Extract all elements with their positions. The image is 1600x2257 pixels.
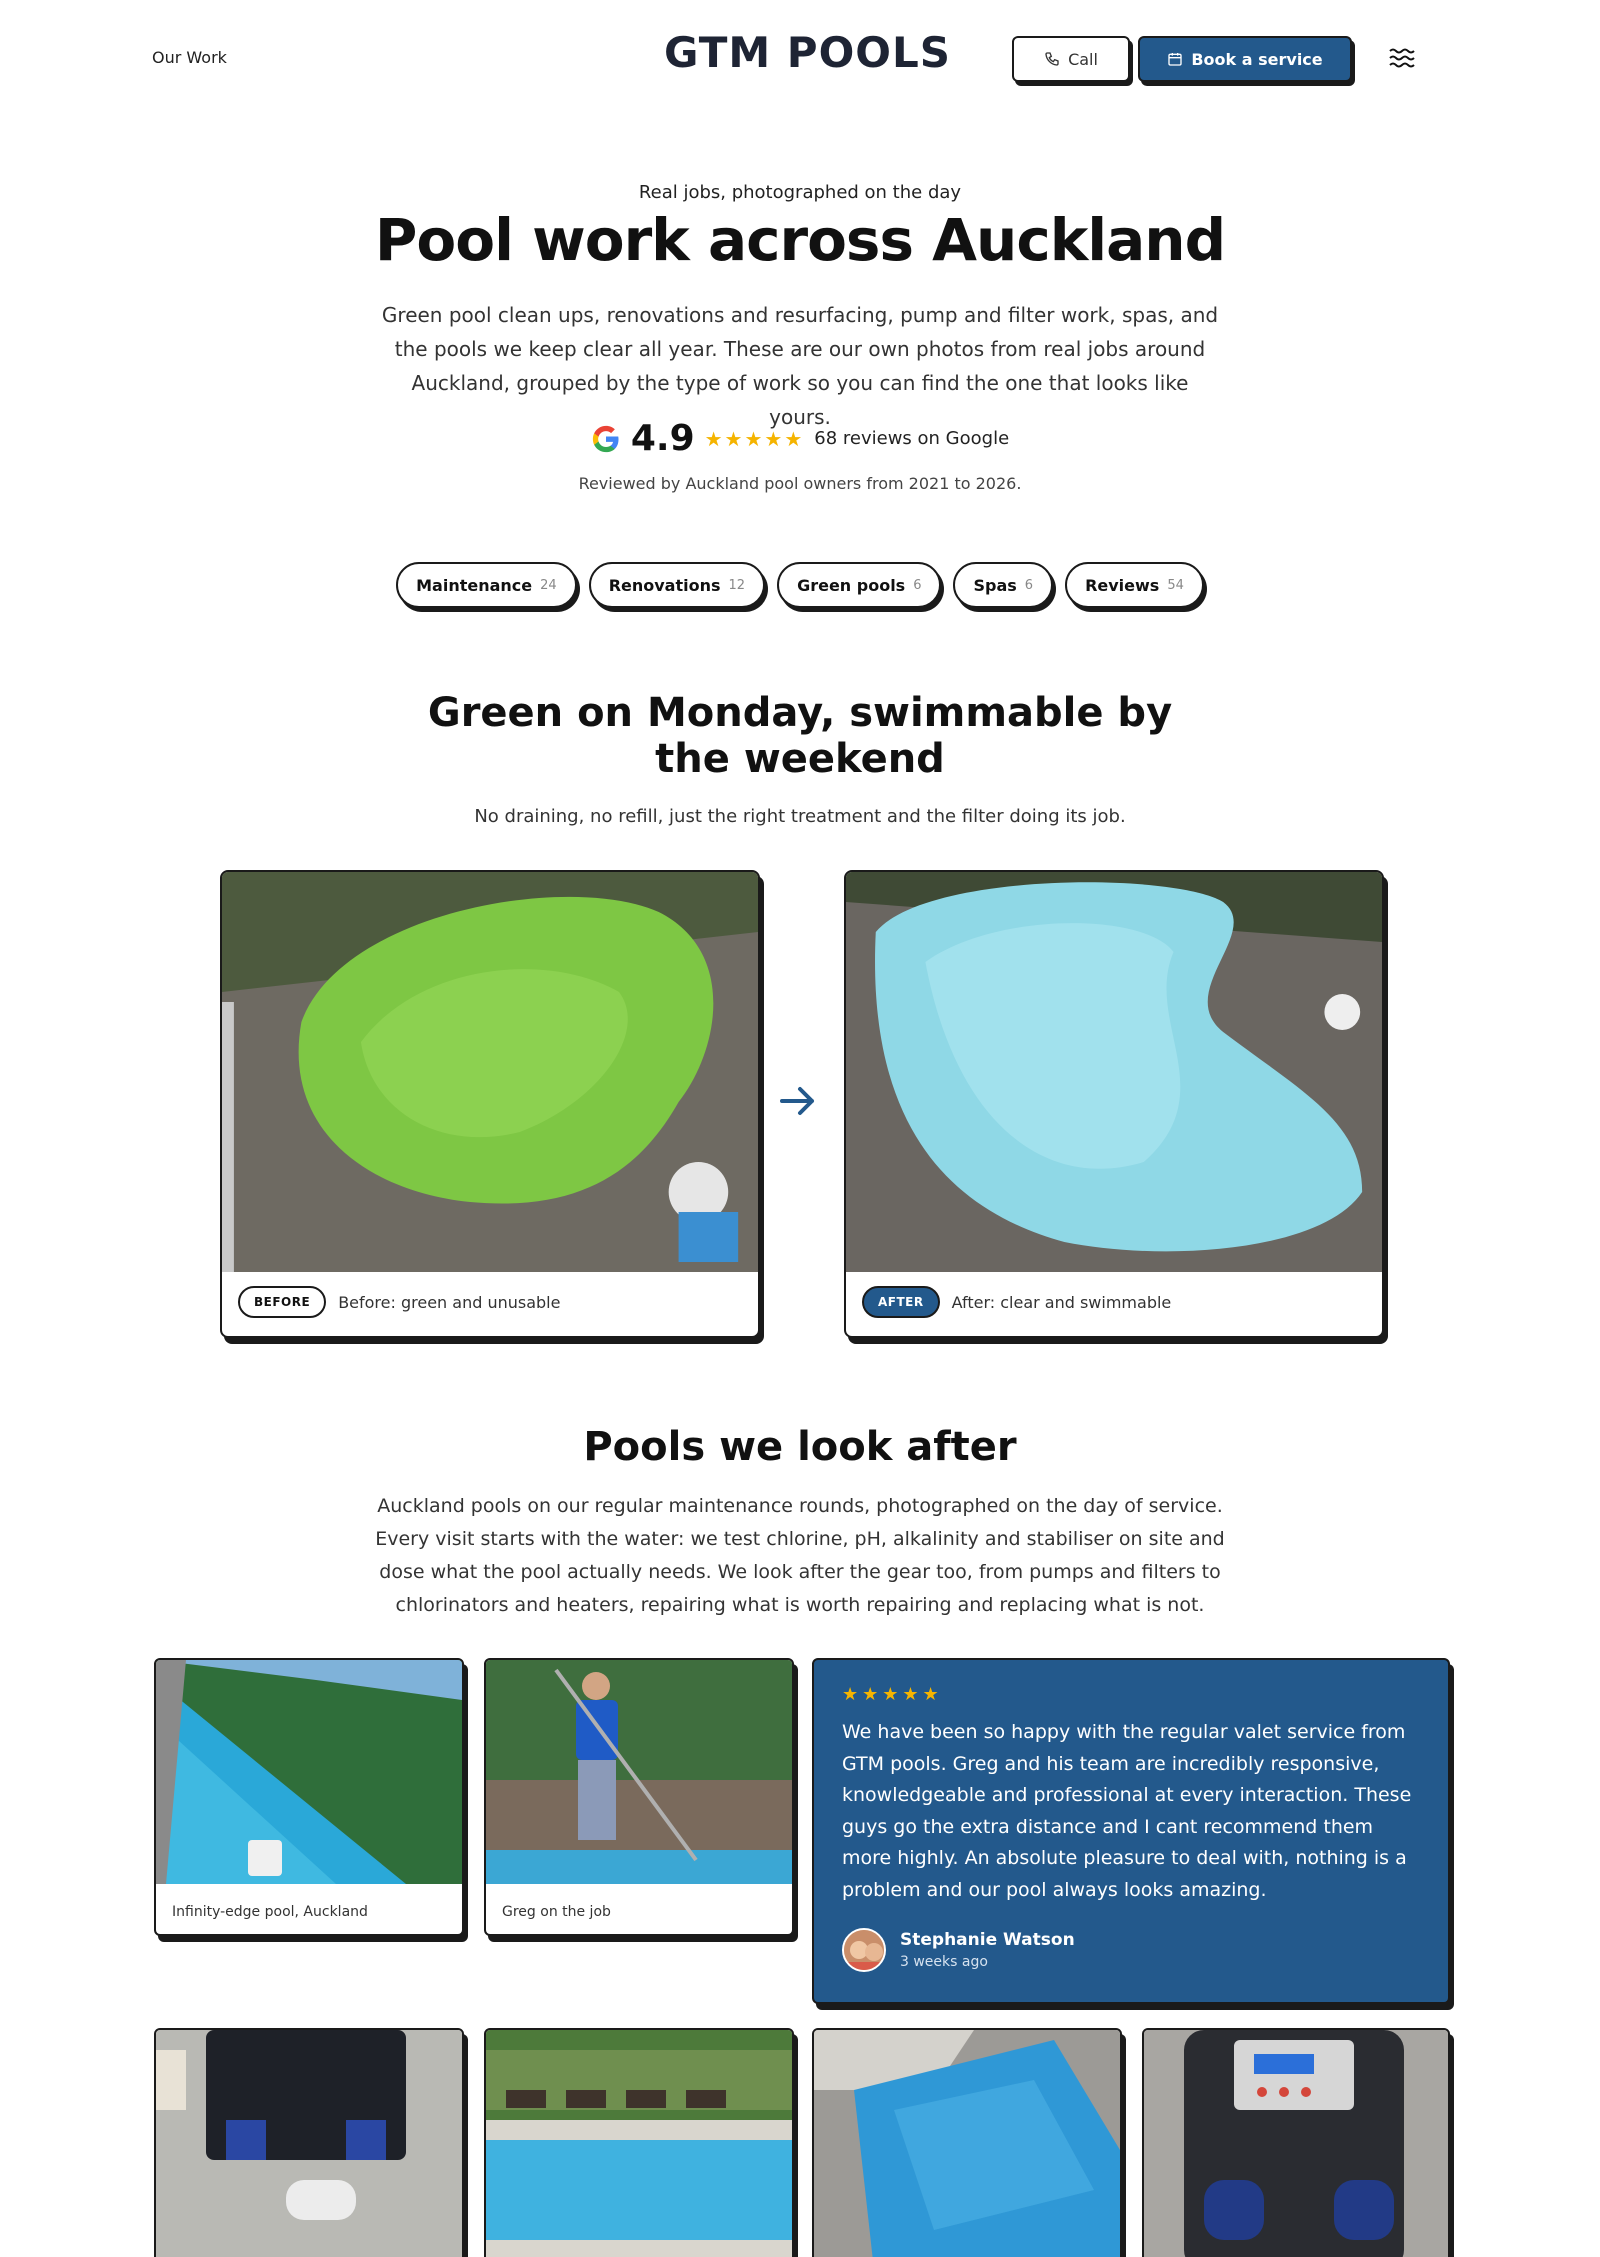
call-button[interactable] (1012, 36, 1130, 82)
rating-value: 4.9 (630, 418, 695, 459)
before-badge: BEFORE (238, 1286, 326, 1318)
book-service-label: Book a service (1191, 49, 1323, 69)
maintenance-section-description: Auckland pools on our regular maintenance rounds, photographed on the day of service. Every visit starts with the water: we test chlorine, pH, alkalinity and stabiliser on site and dose what the pool actually needs. We look after the gear too, from pumps and filters to chlorinators and heaters, repairing what is worth repairing and replacing what is not. (375, 1495, 1225, 1616)
filter-count: 6 (913, 577, 922, 593)
filter-spas[interactable] (953, 562, 1053, 608)
logo[interactable]: GTM POOLS (664, 28, 952, 77)
filter-count: 24 (540, 577, 557, 593)
reviewer (842, 1928, 1075, 1972)
google-icon (591, 424, 621, 454)
infinity-pool-photo (156, 1660, 462, 1884)
filter-label: Reviews (1085, 575, 1160, 595)
filter-label: Renovations (608, 575, 721, 595)
pool-equipment-photo (156, 2030, 462, 2257)
green-section-subtitle: No draining, no refill, just the right treatment and the filter doing its job. (474, 806, 1126, 827)
chlorinator-photo (1144, 2030, 1448, 2257)
book-service-button[interactable] (1138, 36, 1352, 82)
photo-card-resort-pool[interactable] (484, 2028, 794, 2257)
calendar-icon (1167, 51, 1183, 67)
phone-icon (1044, 51, 1060, 67)
photo-card-blue-pool[interactable] (812, 2028, 1122, 2257)
filter-green-pools[interactable] (777, 562, 941, 608)
arrow-right-icon (778, 1084, 818, 1118)
after-caption-text: After: clear and swimmable (951, 1292, 1172, 1312)
filter-label: Spas (973, 575, 1017, 595)
after-photo-card[interactable] (844, 870, 1384, 1338)
green-section-title: Green on Monday, swimmable by the weekend (427, 690, 1173, 782)
photo-card-greg[interactable] (484, 1658, 794, 1936)
before-caption (238, 1286, 560, 1318)
reviewer-name: Stephanie Watson (900, 1930, 1075, 1950)
resort-pool-photo (486, 2030, 792, 2257)
photo-caption: Infinity-edge pool, Auckland (172, 1904, 368, 1920)
greg-on-job-photo (486, 1660, 792, 1884)
filter-reviews[interactable] (1065, 562, 1204, 608)
filter-maintenance[interactable] (396, 562, 577, 608)
before-photo-card[interactable] (220, 870, 760, 1338)
filter-count: 6 (1024, 577, 1034, 593)
before-caption-text: Before: green and unusable (338, 1292, 561, 1312)
avatar (842, 1928, 886, 1972)
filter-count: 54 (1167, 577, 1184, 593)
page-title: Pool work across Auckland (374, 206, 1226, 274)
photo-card-infinity-pool[interactable] (154, 1658, 464, 1936)
filter-renovations[interactable] (589, 562, 765, 608)
review-time: 3 weeks ago (900, 1954, 988, 1970)
photo-card-equipment[interactable] (154, 2028, 464, 2257)
rating-subtext: Reviewed by Auckland pool owners from 2021 to 2026. (578, 474, 1022, 493)
menu-icon[interactable] (1388, 46, 1418, 70)
call-button-label: Call (1068, 49, 1098, 69)
site-header (0, 0, 1600, 120)
clear-pool-photo (846, 872, 1382, 1272)
review-card (812, 1658, 1450, 2004)
after-caption (862, 1286, 1171, 1318)
photo-card-chlorinator[interactable] (1142, 2028, 1450, 2257)
filter-count: 12 (728, 577, 746, 593)
after-badge: AFTER (862, 1286, 940, 1318)
green-pool-photo (222, 872, 758, 1272)
hero-eyebrow: Real jobs, photographed on the day (638, 182, 962, 203)
review-count: 68 reviews on Google (814, 428, 1010, 449)
maintenance-section-title: Pools we look after (583, 1424, 1017, 1470)
review-text: We have been so happy with the regular valet service from GTM pools. Greg and his team are incredibly responsive, knowledgeable and professional at every interaction. These guys go the extra distance and I cant recommend them more highly. An absolute pleasure to deal with, nothing is a problem and our pool always looks amazing. (842, 1721, 1412, 1901)
review-stars: ★★★★★ (842, 1684, 943, 1705)
photo-caption: Greg on the job (502, 1904, 611, 1920)
google-rating[interactable] (0, 418, 1600, 459)
blue-pool-photo (814, 2030, 1120, 2257)
nav-link-our-work[interactable]: Our Work (152, 48, 227, 67)
filter-pills (0, 562, 1600, 608)
rating-stars: ★★★★★ (704, 426, 805, 451)
filter-label: Green pools (797, 575, 906, 595)
hero-description: Green pool clean ups, renovations and resurfacing, pump and filter work, spas, and the pools we keep clear all year. These are our own photos from real jobs around Auckland, grouped by the type of work so you can find the one that looks like yours. (381, 303, 1219, 429)
filter-label: Maintenance (416, 575, 533, 595)
